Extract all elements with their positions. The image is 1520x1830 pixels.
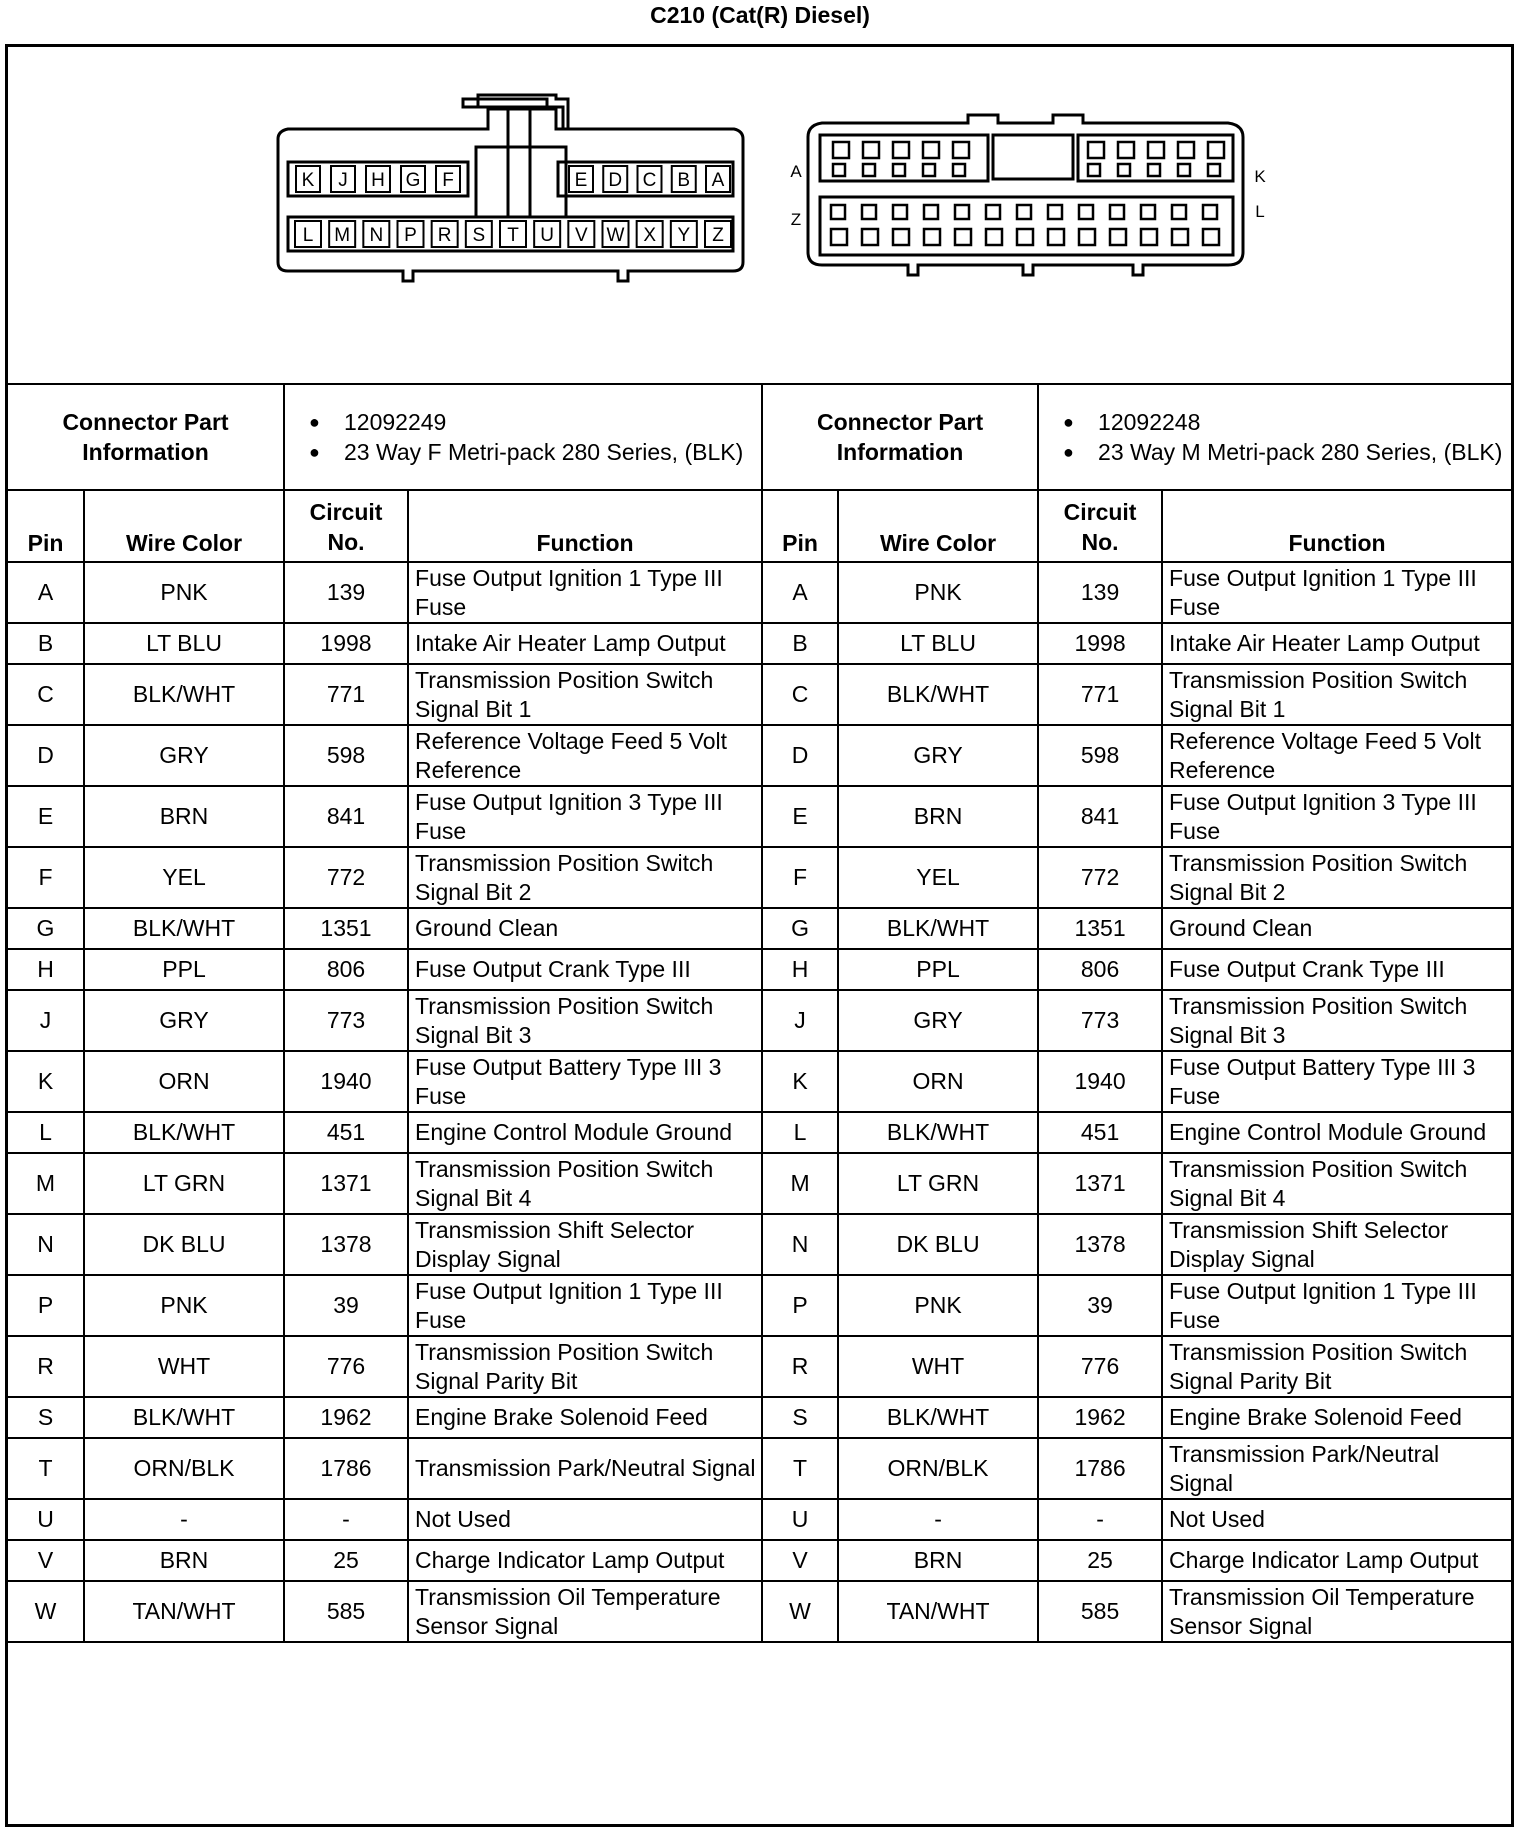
pin-cavity [831, 229, 847, 245]
circuit-cell: 841 [284, 786, 408, 847]
pin-cavity [1017, 229, 1033, 245]
wire-color-cell: GRY [84, 990, 284, 1051]
pin-cell: H [762, 949, 838, 990]
circuit-cell: 1940 [284, 1051, 408, 1112]
table-row [8, 664, 1511, 725]
function-cell: Charge Indicator Lamp Output [408, 1540, 762, 1581]
function-cell: Transmission Oil Temperature Sensor Signal [408, 1581, 762, 1642]
pin-cavity [1110, 205, 1124, 219]
pin-cavity [1079, 205, 1093, 219]
pin-cell: G [762, 908, 838, 949]
pin-cavity [1178, 164, 1190, 176]
circuit-cell: 1940 [1038, 1051, 1162, 1112]
pin-cell: U [762, 1499, 838, 1540]
pin-cavity [1172, 205, 1186, 219]
circuit-cell: 1998 [284, 623, 408, 664]
wire-color-cell: PNK [84, 562, 284, 623]
wire-color-cell: ORN/BLK [84, 1438, 284, 1499]
wire-color-cell: PPL [84, 949, 284, 990]
circuit-cell: 776 [1038, 1336, 1162, 1397]
wire-color-cell: BLK/WHT [838, 908, 1038, 949]
function-cell: Transmission Position Switch Signal Parity Bit [1162, 1336, 1511, 1397]
pin-cavity [833, 142, 849, 158]
function-cell: Fuse Output Crank Type III [408, 949, 762, 990]
wire-color-cell: ORN [838, 1051, 1038, 1112]
pin-label: X [643, 225, 657, 246]
function-cell: Fuse Output Battery Type III 3 Fuse [1162, 1051, 1511, 1112]
circuit-cell: 773 [1038, 990, 1162, 1051]
pin-cavity [833, 164, 845, 176]
pin-label: F [442, 170, 454, 191]
function-cell: Not Used [1162, 1499, 1511, 1540]
pin-cavity [923, 164, 935, 176]
function-cell: Fuse Output Ignition 3 Type III Fuse [408, 786, 762, 847]
pin-cavity [862, 205, 876, 219]
left-part-info [284, 384, 762, 490]
table-row [8, 1438, 1511, 1499]
pin-label: S [472, 225, 486, 246]
pin-cavity [893, 205, 907, 219]
function-cell: Not Used [408, 1499, 762, 1540]
pinout-rows [8, 562, 1511, 1642]
circuit-cell: 806 [284, 949, 408, 990]
pin-cell: U [8, 1499, 84, 1540]
function-cell: Transmission Position Switch Signal Bit 4 [1162, 1153, 1511, 1214]
pin-cell: B [762, 623, 838, 664]
wire-color-cell: YEL [838, 847, 1038, 908]
pin-label: V [574, 225, 588, 246]
part-info-row [8, 384, 1511, 490]
wire-color-cell: BLK/WHT [838, 1112, 1038, 1153]
pin-cavity [1110, 229, 1126, 245]
table-row [8, 990, 1511, 1051]
pin-cavity [1048, 205, 1062, 219]
pin-cavity [955, 229, 971, 245]
pin-cell: A [8, 562, 84, 623]
pin-cell: R [762, 1336, 838, 1397]
pin-cavity [1203, 229, 1219, 245]
circuit-cell: 1378 [284, 1214, 408, 1275]
pin-cell: B [8, 623, 84, 664]
left-part-desc: ● 23 Way F Metri-pack 280 Series, (BLK) [289, 437, 757, 467]
pin-cavity [893, 164, 905, 176]
pin-cell: M [762, 1153, 838, 1214]
pin-cell: N [762, 1214, 838, 1275]
wire-color-cell: DK BLU [84, 1214, 284, 1275]
pin-label: J [338, 170, 348, 191]
circuit-cell: 1786 [284, 1438, 408, 1499]
col-circuit-no-2: Circuit No. [1038, 490, 1162, 562]
pin-cell: H [8, 949, 84, 990]
circuit-cell: 1962 [1038, 1397, 1162, 1438]
pin-cell: F [762, 847, 838, 908]
function-cell: Fuse Output Ignition 1 Type III Fuse [1162, 562, 1511, 623]
right-side-label-z: Z [790, 210, 802, 229]
function-cell: Reference Voltage Feed 5 Volt Reference [1162, 725, 1511, 786]
wire-color-cell: YEL [84, 847, 284, 908]
circuit-cell: 1371 [284, 1153, 408, 1214]
wire-color-cell: - [838, 1499, 1038, 1540]
pin-cell: K [762, 1051, 838, 1112]
table-row [8, 949, 1511, 990]
pin-cavity [955, 205, 969, 219]
function-cell: Transmission Position Switch Signal Bit 1 [1162, 664, 1511, 725]
function-cell: Engine Control Module Ground [408, 1112, 762, 1153]
col-pin: Pin [8, 490, 84, 562]
pin-cell: S [8, 1397, 84, 1438]
pin-cavity [923, 142, 939, 158]
circuit-cell: 1351 [284, 908, 408, 949]
left-part-label: Connector Part Information [8, 384, 284, 490]
circuit-cell: 139 [1038, 562, 1162, 623]
pin-cell: C [762, 664, 838, 725]
circuit-cell: 25 [1038, 1540, 1162, 1581]
pin-cell: V [762, 1540, 838, 1581]
circuit-cell: 806 [1038, 949, 1162, 990]
wire-color-cell: BRN [84, 1540, 284, 1581]
pin-cell: E [762, 786, 838, 847]
circuit-cell: 139 [284, 562, 408, 623]
page-title: C210 (Cat(R) Diesel) [650, 2, 870, 28]
right-part-info [1038, 384, 1511, 490]
pin-label: U [540, 225, 555, 246]
function-cell: Intake Air Heater Lamp Output [408, 623, 762, 664]
pin-label: D [608, 170, 623, 191]
function-cell: Intake Air Heater Lamp Output [1162, 623, 1511, 664]
pin-cavity [953, 142, 969, 158]
right-part-number: ● 12092248 [1043, 407, 1507, 437]
connector-diagram [8, 47, 1511, 385]
circuit-cell: 39 [1038, 1275, 1162, 1336]
pin-label: T [507, 225, 519, 246]
table-row [8, 1275, 1511, 1336]
pin-label: K [301, 170, 315, 191]
wire-color-cell: BLK/WHT [838, 1397, 1038, 1438]
wire-color-cell: LT GRN [84, 1153, 284, 1214]
function-cell: Transmission Position Switch Signal Bit 2 [1162, 847, 1511, 908]
table-row [8, 1397, 1511, 1438]
pin-cell: F [8, 847, 84, 908]
circuit-cell: 585 [1038, 1581, 1162, 1642]
function-cell: Engine Brake Solenoid Feed [408, 1397, 762, 1438]
circuit-cell: 1962 [284, 1397, 408, 1438]
pin-label: P [404, 225, 417, 246]
left-top-pin-labels [296, 166, 730, 192]
pin-cell: T [762, 1438, 838, 1499]
pin-cell: M [8, 1153, 84, 1214]
circuit-cell: 772 [1038, 847, 1162, 908]
pin-cavity [986, 205, 1000, 219]
circuit-cell: - [1038, 1499, 1162, 1540]
table-row [8, 1336, 1511, 1397]
circuit-cell: 1998 [1038, 623, 1162, 664]
table-row [8, 908, 1511, 949]
table-row [8, 1499, 1511, 1540]
wire-color-cell: TAN/WHT [84, 1581, 284, 1642]
col-circuit-no: Circuit No. [284, 490, 408, 562]
pin-label: C [642, 170, 657, 191]
wire-color-cell: PPL [838, 949, 1038, 990]
pin-cell: D [8, 725, 84, 786]
table-row [8, 725, 1511, 786]
pin-cavity [1048, 229, 1064, 245]
function-cell: Transmission Park/Neutral Signal [408, 1438, 762, 1499]
wire-color-cell: BRN [838, 786, 1038, 847]
pin-cavity [1141, 205, 1155, 219]
pin-cell: S [762, 1397, 838, 1438]
connector-frame [5, 44, 1514, 1827]
circuit-cell: 1371 [1038, 1153, 1162, 1214]
pin-label: B [677, 170, 691, 191]
function-cell: Fuse Output Ignition 1 Type III Fuse [408, 1275, 762, 1336]
pin-label: Y [677, 225, 691, 246]
col-function: Function [408, 490, 762, 562]
circuit-cell: - [284, 1499, 408, 1540]
pin-cell: P [8, 1275, 84, 1336]
pin-cavity [953, 164, 965, 176]
circuit-cell: 772 [284, 847, 408, 908]
pin-cell: K [8, 1051, 84, 1112]
pin-cell: W [8, 1581, 84, 1642]
pin-cavity [1088, 164, 1100, 176]
circuit-cell: 773 [284, 990, 408, 1051]
pin-cavity [924, 229, 940, 245]
table-row [8, 847, 1511, 908]
right-connector-face [808, 115, 1243, 275]
pin-cavity [1079, 229, 1095, 245]
left-connector-face [278, 95, 743, 281]
function-cell: Fuse Output Ignition 3 Type III Fuse [1162, 786, 1511, 847]
pin-cell: E [8, 786, 84, 847]
wire-color-cell: GRY [838, 990, 1038, 1051]
function-cell: Transmission Position Switch Signal Bit 4 [408, 1153, 762, 1214]
function-cell: Transmission Position Switch Signal Bit 3 [408, 990, 762, 1051]
function-cell: Fuse Output Battery Type III 3 Fuse [408, 1051, 762, 1112]
table-row [8, 1112, 1511, 1153]
col-wire-color: Wire Color [84, 490, 284, 562]
function-cell: Transmission Shift Selector Display Signal [408, 1214, 762, 1275]
wire-color-cell: GRY [84, 725, 284, 786]
table-row [8, 786, 1511, 847]
pin-cavity [1141, 229, 1157, 245]
function-cell: Transmission Position Switch Signal Bit 3 [1162, 990, 1511, 1051]
function-cell: Fuse Output Ignition 1 Type III Fuse [1162, 1275, 1511, 1336]
function-cell: Transmission Oil Temperature Sensor Signal [1162, 1581, 1511, 1642]
function-cell: Ground Clean [1162, 908, 1511, 949]
wire-color-cell: GRY [838, 725, 1038, 786]
wire-color-cell: ORN/BLK [838, 1438, 1038, 1499]
pin-cell: V [8, 1540, 84, 1581]
right-side-label-k: K [1254, 167, 1266, 186]
pin-cavity [1118, 164, 1130, 176]
wire-color-cell: BLK/WHT [84, 664, 284, 725]
pin-label: Z [712, 225, 724, 246]
wire-color-cell: BRN [838, 1540, 1038, 1581]
right-pin-cavities [831, 142, 1224, 245]
pin-cavity [1148, 142, 1164, 158]
pin-cell: R [8, 1336, 84, 1397]
table-row [8, 1581, 1511, 1642]
wire-color-cell: LT GRN [838, 1153, 1038, 1214]
pin-cavity [863, 142, 879, 158]
circuit-cell: 771 [284, 664, 408, 725]
circuit-cell: 39 [284, 1275, 408, 1336]
wire-color-cell: DK BLU [838, 1214, 1038, 1275]
wire-color-cell: LT BLU [84, 623, 284, 664]
pin-label: G [405, 170, 421, 191]
wire-color-cell: LT BLU [838, 623, 1038, 664]
function-cell: Charge Indicator Lamp Output [1162, 1540, 1511, 1581]
left-bottom-pin-labels [295, 221, 731, 247]
wire-color-cell: TAN/WHT [838, 1581, 1038, 1642]
wire-color-cell: BLK/WHT [84, 1112, 284, 1153]
right-side-label-a: A [790, 162, 802, 181]
pin-cell: D [762, 725, 838, 786]
wire-color-cell: - [84, 1499, 284, 1540]
pin-label: L [302, 225, 314, 246]
pin-cavity [1178, 142, 1194, 158]
pin-cell: T [8, 1438, 84, 1499]
circuit-cell: 1351 [1038, 908, 1162, 949]
wire-color-cell: WHT [84, 1336, 284, 1397]
table-row [8, 623, 1511, 664]
right-part-desc: ● 23 Way M Metri-pack 280 Series, (BLK) [1043, 437, 1507, 467]
column-header-row [8, 490, 1511, 562]
wire-color-cell: BRN [84, 786, 284, 847]
pin-cell: P [762, 1275, 838, 1336]
circuit-cell: 25 [284, 1540, 408, 1581]
right-part-label: Connector Part Information [762, 384, 1038, 490]
pin-label: E [574, 170, 588, 191]
pin-cavity [893, 229, 909, 245]
function-cell: Fuse Output Crank Type III [1162, 949, 1511, 990]
pin-cavity [831, 205, 845, 219]
wire-color-cell: ORN [84, 1051, 284, 1112]
circuit-cell: 598 [1038, 725, 1162, 786]
col-wire-color-2: Wire Color [838, 490, 1038, 562]
wire-color-cell: BLK/WHT [838, 664, 1038, 725]
pin-cavity [1208, 142, 1224, 158]
pin-cavity [1203, 205, 1217, 219]
pin-cell: J [762, 990, 838, 1051]
wire-color-cell: PNK [838, 562, 1038, 623]
circuit-cell: 451 [284, 1112, 408, 1153]
pin-cavity [1208, 164, 1220, 176]
function-cell: Transmission Position Switch Signal Bit 1 [408, 664, 762, 725]
pin-cell: L [762, 1112, 838, 1153]
circuit-cell: 1378 [1038, 1214, 1162, 1275]
pin-cell: J [8, 990, 84, 1051]
circuit-cell: 841 [1038, 786, 1162, 847]
table-row [8, 1214, 1511, 1275]
function-cell: Transmission Shift Selector Display Signal [1162, 1214, 1511, 1275]
function-cell: Ground Clean [408, 908, 762, 949]
wire-color-cell: WHT [838, 1336, 1038, 1397]
function-cell: Fuse Output Ignition 1 Type III Fuse [408, 562, 762, 623]
wire-color-cell: BLK/WHT [84, 908, 284, 949]
right-side-label-l: L [1255, 202, 1265, 221]
table-row [8, 1051, 1511, 1112]
pin-cavity [1118, 142, 1134, 158]
table-row [8, 1540, 1511, 1581]
pin-cavity [1172, 229, 1188, 245]
circuit-cell: 771 [1038, 664, 1162, 725]
table-row [8, 562, 1511, 623]
pin-label: A [711, 170, 725, 191]
pin-cavity [924, 205, 938, 219]
circuit-cell: 598 [284, 725, 408, 786]
left-part-number: ● 12092249 [289, 407, 757, 437]
pin-cell: L [8, 1112, 84, 1153]
circuit-cell: 451 [1038, 1112, 1162, 1153]
circuit-cell: 1786 [1038, 1438, 1162, 1499]
pin-cell: A [762, 562, 838, 623]
circuit-cell: 776 [284, 1336, 408, 1397]
pin-cavity [1017, 205, 1031, 219]
wire-color-cell: BLK/WHT [84, 1397, 284, 1438]
table-row [8, 1153, 1511, 1214]
pin-label: N [369, 225, 384, 246]
pin-label: M [334, 225, 351, 246]
function-cell: Engine Brake Solenoid Feed [1162, 1397, 1511, 1438]
pin-cell: N [8, 1214, 84, 1275]
connector-drawing [8, 47, 1511, 383]
pin-cavity [862, 229, 878, 245]
col-function-2: Function [1162, 490, 1511, 562]
function-cell: Engine Control Module Ground [1162, 1112, 1511, 1153]
pin-cavity [893, 142, 909, 158]
function-cell: Transmission Park/Neutral Signal [1162, 1438, 1511, 1499]
function-cell: Reference Voltage Feed 5 Volt Reference [408, 725, 762, 786]
pin-cell: W [762, 1581, 838, 1642]
function-cell: Transmission Position Switch Signal Parity Bit [408, 1336, 762, 1397]
pin-label: R [437, 225, 452, 246]
pin-label: W [606, 225, 625, 246]
pin-cell: C [8, 664, 84, 725]
function-cell: Transmission Position Switch Signal Bit 2 [408, 847, 762, 908]
wire-color-cell: PNK [84, 1275, 284, 1336]
pin-label: H [371, 170, 385, 191]
pin-cavity [863, 164, 875, 176]
circuit-cell: 585 [284, 1581, 408, 1642]
pin-cell: G [8, 908, 84, 949]
pinout-table [8, 383, 1511, 1643]
col-pin-2: Pin [762, 490, 838, 562]
pin-cavity [986, 229, 1002, 245]
pin-cavity [1148, 164, 1160, 176]
wire-color-cell: PNK [838, 1275, 1038, 1336]
pin-cavity [1088, 142, 1104, 158]
